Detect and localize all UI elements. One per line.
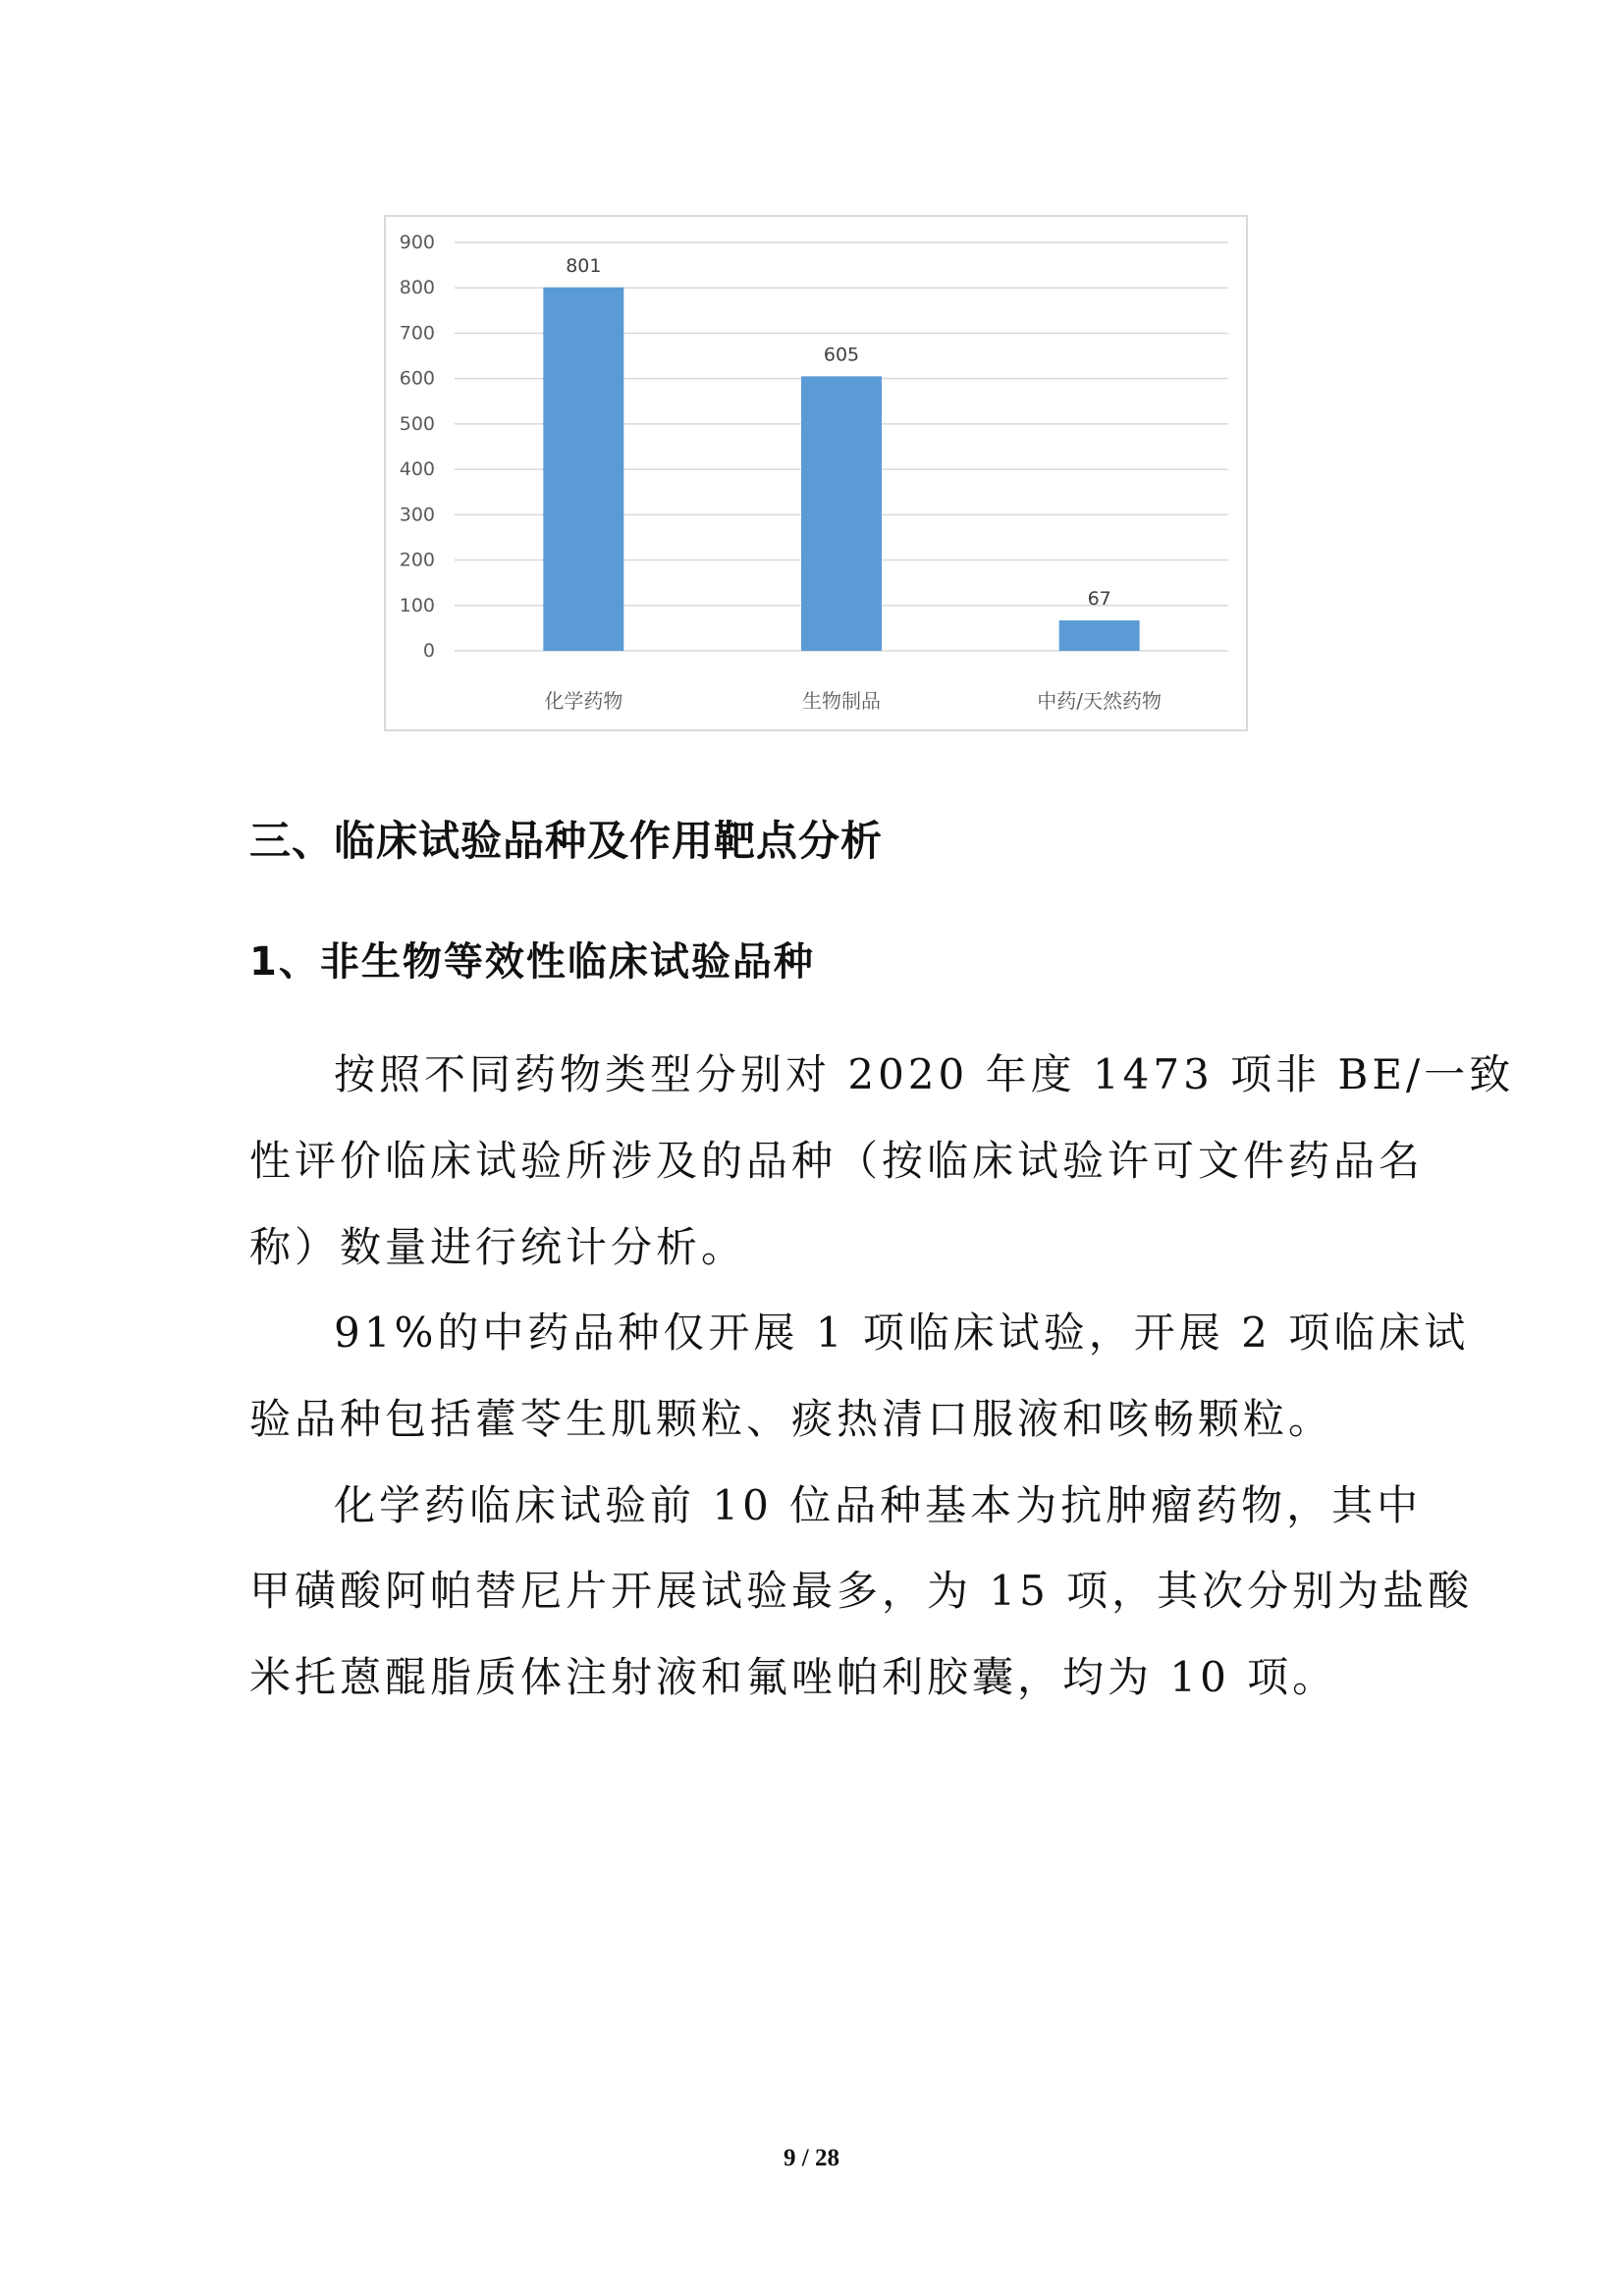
y-tick-label: 100: [399, 594, 435, 616]
bar: [801, 376, 882, 651]
bar-chart: [384, 215, 1248, 731]
page-number: 9 / 28: [784, 2145, 839, 2171]
bar: [543, 288, 623, 651]
bar-chart-svg: [386, 217, 1246, 729]
y-tick-label: 800: [399, 277, 435, 299]
y-tick-label: 200: [399, 549, 435, 571]
paragraph-3-line-2: 甲磺酸阿帕替尼片开展试验最多，为 15 项，其次分别为盐酸: [249, 1567, 1474, 1615]
x-category-label: 化学药物: [544, 689, 623, 713]
paragraph-1-line-3: 称）数量进行统计分析。: [249, 1223, 747, 1271]
paragraph-3-line-1: 化学药临床试验前 10 位品种基本为抗肿瘤药物，其中: [334, 1481, 1423, 1529]
y-tick-label: 600: [399, 367, 435, 390]
y-tick-label: 400: [399, 458, 435, 481]
y-tick-label: 900: [399, 232, 435, 253]
bar: [1059, 620, 1140, 651]
paragraph-2-line-1: 91%的中药品种仅开展 1 项临床试验，开展 2 项临床试: [334, 1308, 1470, 1357]
data-label: 605: [823, 344, 860, 366]
data-label: 67: [1087, 588, 1111, 611]
y-tick-label: 300: [399, 504, 435, 526]
y-tick-label: 500: [399, 412, 435, 435]
paragraph-1-line-2: 性评价临床试验所涉及的品种（按临床试验许可文件药品名: [249, 1137, 1425, 1185]
paragraph-2-line-2: 验品种包括藿苓生肌颗粒、痰热清口服液和咳畅颗粒。: [249, 1395, 1334, 1443]
x-category-label: 中药/天然药物: [1037, 689, 1163, 713]
subsection-title: 1、非生物等效性临床试验品种: [249, 939, 815, 985]
paragraph-3-line-3: 米托蒽醌脂质体注射液和氟唑帕利胶囊，均为 10 项。: [249, 1653, 1338, 1701]
section-title: 三、临床试验品种及作用靶点分析: [249, 817, 884, 865]
paragraph-1-line-1: 按照不同药物类型分别对 2020 年度 1473 项非 BE/一致: [334, 1050, 1515, 1098]
data-label: 801: [566, 254, 602, 277]
y-tick-label: 700: [399, 322, 435, 345]
x-category-label: 生物制品: [802, 689, 881, 713]
y-tick-label: 0: [422, 640, 435, 662]
